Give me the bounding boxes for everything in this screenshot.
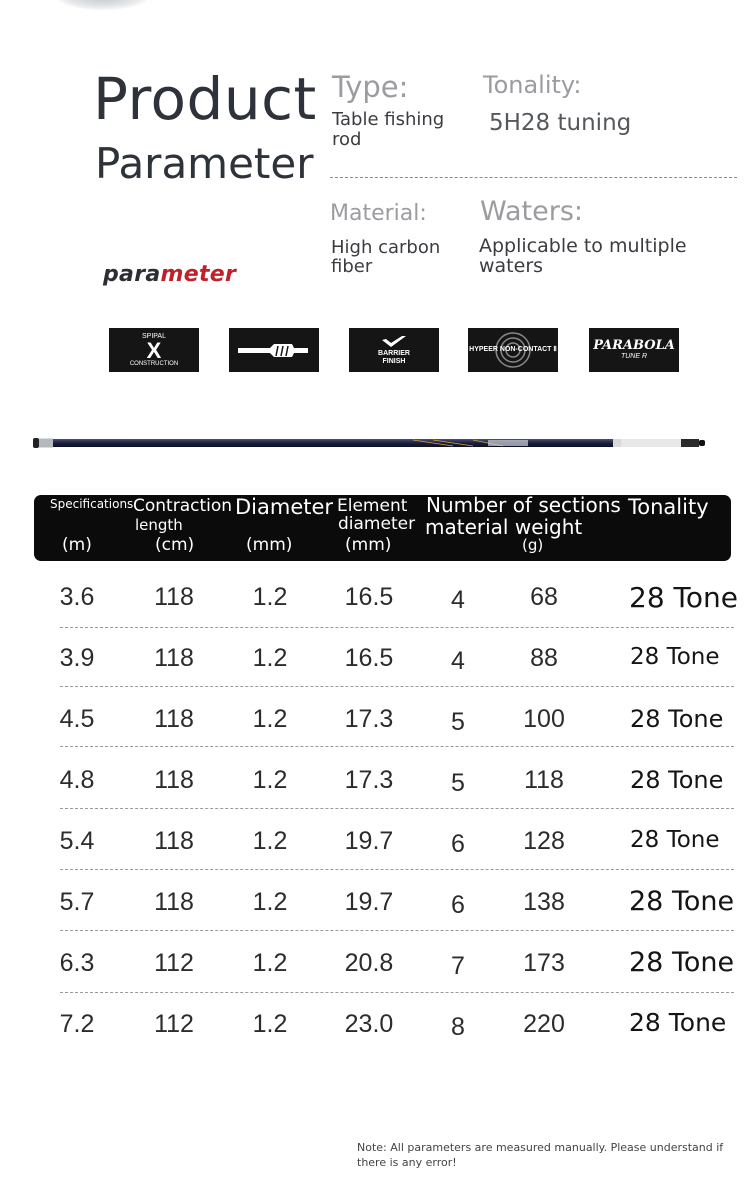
cell-diameter: 1.2 (252, 1010, 288, 1038)
cell-weight: 118 (524, 766, 564, 794)
cell-tonality: 28 Tone (629, 886, 735, 917)
cell-element: 17.3 (344, 766, 394, 794)
waters-value-line2: waters (479, 255, 544, 277)
cell-sections: 6 (451, 830, 465, 858)
parabola-tuner-logo (589, 328, 679, 372)
parabola-text: PARABOLA (593, 338, 675, 353)
cell-weight: 68 (530, 583, 558, 611)
cell-element: 16.5 (344, 644, 394, 672)
cell-diameter: 1.2 (252, 583, 288, 611)
cell-sections: 4 (451, 647, 465, 675)
header-material-weight: material weight (425, 515, 583, 539)
cell-tonality: 28 Tone (629, 581, 738, 614)
cell-element: 19.7 (344, 827, 394, 855)
cell-element: 19.7 (344, 888, 394, 916)
cell-spec: 4.8 (59, 766, 95, 794)
measurement-note (357, 1140, 747, 1171)
hypeer-text: HYPEER NON-CONTACT Ⅱ (469, 346, 557, 354)
finish-text: FINISH (382, 358, 406, 365)
cell-weight: 100 (523, 705, 565, 733)
cell-spec: 6.3 (59, 949, 95, 977)
cell-sections: 4 (451, 586, 465, 614)
header-diameter: Diameter (235, 495, 334, 519)
note-line2: there is any error! (357, 1156, 457, 1170)
row-divider (60, 992, 734, 993)
table-row (34, 888, 734, 948)
cell-tonality: 28 Tone (630, 827, 720, 853)
waters-label: Waters: (480, 196, 583, 227)
header-sections: Number of sections (426, 493, 621, 517)
cell-contraction: 118 (154, 705, 194, 733)
cell-sections: 7 (451, 952, 465, 980)
cell-tonality: 28 Tone (630, 705, 724, 733)
table-row (34, 949, 734, 1009)
tonality-label: Tonality: (483, 71, 582, 99)
cell-contraction: 118 (154, 766, 194, 794)
header-diameter-unit: (mm) (246, 535, 293, 555)
header-contraction-unit: (cm) (155, 535, 195, 555)
cell-element: 16.5 (344, 583, 394, 611)
row-divider (60, 869, 734, 870)
cell-element: 17.3 (344, 705, 394, 733)
row-divider (60, 627, 734, 628)
cell-diameter: 1.2 (252, 705, 288, 733)
cell-contraction: 118 (154, 644, 194, 672)
spiral-x-mark: X (146, 337, 162, 363)
header-specifications: Specifications (50, 497, 134, 511)
cell-contraction: 112 (154, 949, 194, 977)
cell-tonality: 28 Tone (629, 947, 735, 978)
table-row (34, 581, 738, 643)
type-value (332, 110, 444, 150)
table-row (34, 644, 734, 704)
cell-weight: 128 (523, 827, 565, 855)
grip-logo (229, 328, 319, 372)
cell-diameter: 1.2 (252, 766, 288, 794)
header-tonality: Tonality (628, 495, 709, 519)
spiral-x-bottom-text: CONSTRUCTION (129, 360, 179, 367)
barrier-text: BARRIER (378, 350, 410, 358)
header-element-diameter: diameter (338, 514, 416, 534)
hypeer-non-contact-logo (468, 328, 558, 372)
cell-tonality: 28 Tone (629, 1008, 727, 1037)
cell-tonality: 28 Tone (630, 766, 724, 794)
waters-value (479, 236, 687, 276)
cell-contraction: 118 (154, 583, 194, 611)
feature-badges (0, 328, 750, 372)
barrier-finish-logo (349, 328, 439, 372)
cell-contraction: 112 (154, 1010, 194, 1038)
row-divider (60, 930, 734, 931)
row-divider (60, 686, 734, 687)
page-title: Product (93, 65, 317, 133)
cell-diameter: 1.2 (252, 827, 288, 855)
table-row (34, 705, 734, 765)
fishing-rod-image (33, 436, 705, 450)
material-value (331, 238, 440, 276)
header-specifications-unit: (m) (62, 535, 92, 555)
cell-weight: 220 (523, 1010, 565, 1038)
cell-sections: 5 (451, 708, 465, 736)
cell-sections: 8 (451, 1013, 465, 1041)
cell-weight: 173 (523, 949, 565, 977)
grip-icon (232, 335, 316, 365)
parameter-script-logo (103, 262, 236, 287)
type-value-line2: rod (332, 129, 362, 150)
header-element: Element (337, 496, 408, 516)
cell-element: 20.8 (344, 949, 394, 977)
type-label: Type: (332, 70, 409, 104)
tuner-text: TUNE R (620, 353, 648, 361)
table-row (34, 766, 734, 826)
cell-diameter: 1.2 (252, 644, 288, 672)
row-divider (60, 808, 734, 809)
cell-weight: 138 (523, 888, 565, 916)
cell-spec: 3.9 (59, 644, 95, 672)
type-value-line1: Table fishing (332, 109, 445, 130)
header-weight-unit: (g) (522, 536, 544, 554)
cell-spec: 5.4 (59, 827, 95, 855)
parameter-script-part-a: para (103, 262, 161, 287)
header-contraction-length: length (135, 516, 183, 534)
cell-spec: 3.6 (59, 583, 95, 611)
material-value-line2: fiber (331, 256, 373, 277)
note-line1: Note: All parameters are measured manually. Please understand if (357, 1141, 724, 1154)
tonality-value: 5H28 tuning (489, 110, 632, 136)
cell-sections: 5 (451, 769, 465, 797)
cell-spec: 7.2 (59, 1010, 95, 1038)
material-value-line1: High carbon (331, 237, 441, 258)
cell-contraction: 118 (154, 888, 194, 916)
table-row (34, 827, 734, 887)
spec-divider (330, 177, 737, 178)
cell-sections: 6 (451, 891, 465, 919)
spiral-x-construction-logo (109, 328, 199, 372)
cell-weight: 88 (530, 644, 558, 672)
header-element-unit: (mm) (345, 535, 392, 555)
material-label: Material: (330, 201, 427, 226)
header-contraction: Contraction (133, 496, 233, 516)
page-subtitle: Parameter (95, 139, 314, 188)
waters-value-line1: Applicable to multiple (479, 235, 687, 257)
table-header (34, 495, 731, 561)
cell-spec: 4.5 (59, 705, 95, 733)
top-decoration (55, 0, 150, 10)
parameter-script-part-b: meter (160, 262, 237, 287)
barrier-check-icon (379, 334, 409, 350)
spiral-x-top-text: SPIPAL (142, 332, 166, 340)
row-divider (60, 746, 734, 747)
cell-diameter: 1.2 (252, 949, 288, 977)
cell-element: 23.0 (344, 1010, 394, 1038)
cell-spec: 5.7 (59, 888, 95, 916)
cell-diameter: 1.2 (252, 888, 288, 916)
cell-contraction: 118 (154, 827, 194, 855)
cell-tonality: 28 Tone (630, 644, 720, 670)
table-row (34, 1010, 734, 1070)
